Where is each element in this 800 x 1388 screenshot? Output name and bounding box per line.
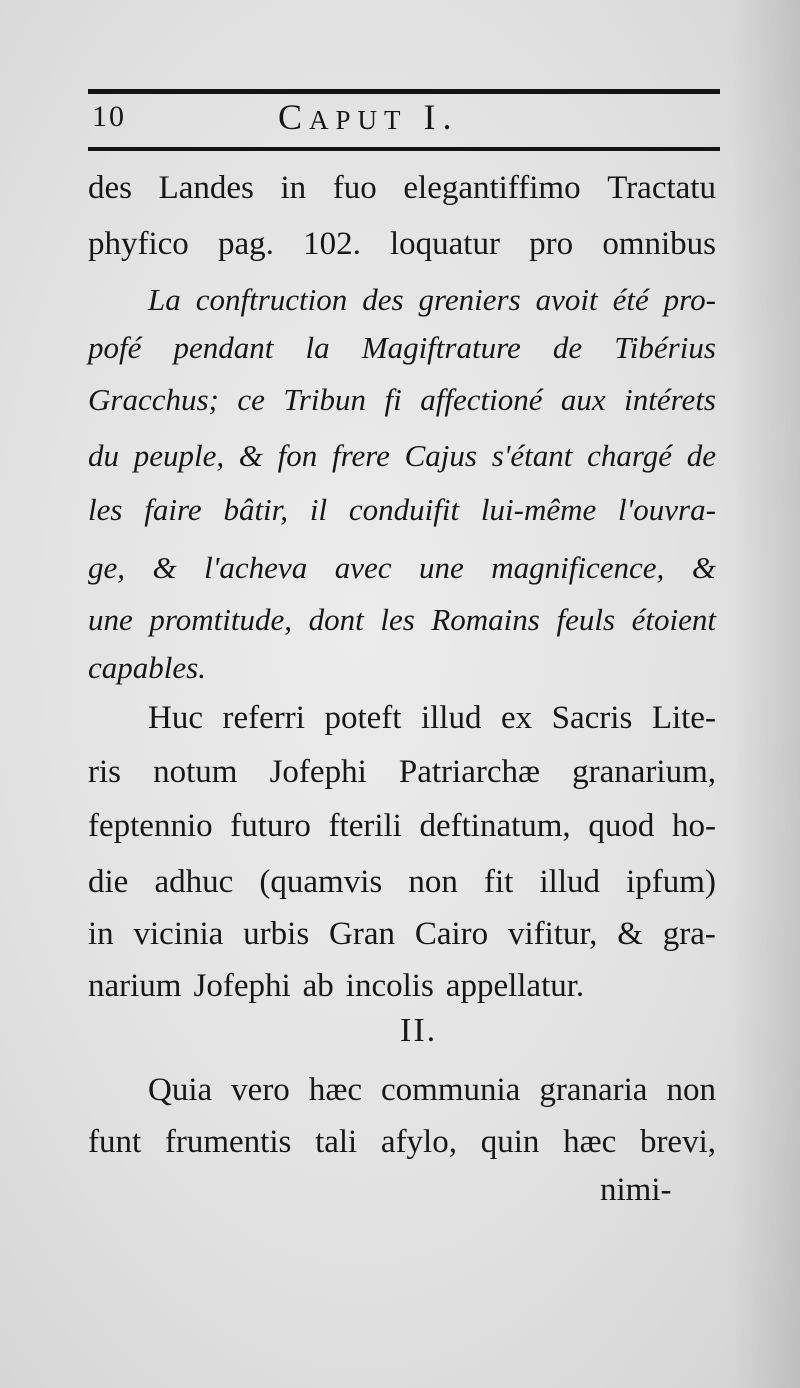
word: bâtir, <box>223 492 289 527</box>
word: communia <box>381 1072 521 1108</box>
word: Sacris <box>551 700 633 736</box>
word: il <box>309 492 328 527</box>
quote-line <box>88 640 716 696</box>
word: quod <box>588 808 655 844</box>
word: poteft <box>324 700 402 736</box>
word: frumentis <box>164 1124 292 1160</box>
word: brevi, <box>639 1124 716 1160</box>
word: gra- <box>662 916 716 952</box>
word: des <box>362 282 404 317</box>
word: granarium, <box>572 754 716 790</box>
word: & <box>691 550 716 585</box>
word: (quamvis <box>259 864 383 900</box>
word: hæc <box>308 1072 362 1108</box>
word: la <box>305 330 330 365</box>
text-line <box>88 1114 716 1170</box>
word: les <box>88 492 123 527</box>
word: loquatur <box>389 226 500 262</box>
quote-line <box>88 428 716 484</box>
text-line <box>88 906 716 962</box>
word: granaria <box>539 1072 648 1108</box>
word: magnificence, <box>491 550 665 585</box>
word: non <box>666 1072 716 1108</box>
text-line <box>88 958 716 1014</box>
word: faire <box>144 492 202 527</box>
section-number: II. <box>400 1012 438 1049</box>
word: du <box>88 438 119 473</box>
word: Quia <box>148 1072 213 1108</box>
word: lui-même <box>480 492 597 527</box>
word: deftinatum, <box>419 808 571 844</box>
word: Patriarchæ <box>398 754 540 790</box>
word: omnibus <box>602 226 716 262</box>
word: funt <box>88 1124 142 1160</box>
word: ce <box>237 382 265 417</box>
word: pofé <box>88 330 142 365</box>
word: peuple, <box>133 438 225 473</box>
word: Gracchus; <box>88 382 219 417</box>
word: Landes <box>158 170 254 206</box>
word: dont <box>308 602 364 637</box>
word: s'étant <box>491 438 573 473</box>
word: notum <box>153 754 238 790</box>
word: narium <box>88 968 182 1004</box>
word: fuo <box>332 170 377 206</box>
running-head-initial: C <box>278 97 310 137</box>
word: fterili <box>328 808 402 844</box>
text-line <box>88 216 716 272</box>
word: urbis <box>243 916 310 952</box>
text-line <box>88 854 716 910</box>
word: une <box>419 550 464 585</box>
word: non <box>408 864 458 900</box>
word: ho- <box>671 808 716 844</box>
quote-line <box>88 482 716 538</box>
word: avec <box>334 550 392 585</box>
running-head <box>278 96 459 138</box>
word: phyfico <box>88 226 189 262</box>
word: avoit <box>535 282 598 317</box>
word: fi <box>384 382 402 417</box>
quote-line <box>88 540 716 596</box>
word: futuro <box>230 808 311 844</box>
word: quin <box>480 1124 540 1160</box>
word: fit <box>484 864 514 900</box>
word: & <box>152 550 177 585</box>
catchword: nimi- <box>600 1172 672 1208</box>
quote-line <box>88 372 716 428</box>
word: de <box>552 330 583 365</box>
word: promtitude, <box>149 602 293 637</box>
word: été <box>612 282 649 317</box>
word: pag. <box>217 226 274 262</box>
word: Jofephi <box>269 754 367 790</box>
word: ris <box>88 754 121 790</box>
word: feuls <box>556 602 616 637</box>
running-head-rest: APUT <box>309 105 408 135</box>
word: une <box>88 602 133 637</box>
word: intérets <box>624 382 716 417</box>
word: de <box>686 438 716 473</box>
running-head-numeral: I. <box>423 97 459 137</box>
word: 102. <box>303 226 361 262</box>
word: in <box>280 170 307 206</box>
word: conduifit <box>348 492 460 527</box>
word: adhuc <box>154 864 234 900</box>
header-rule-top <box>88 89 720 94</box>
word: pro- <box>663 282 716 317</box>
text-line <box>88 744 716 800</box>
text-line <box>148 690 716 746</box>
word: La <box>148 282 181 317</box>
word: frere <box>331 438 390 473</box>
text-line <box>88 798 716 854</box>
word: les <box>380 602 415 637</box>
word: Tractatu <box>607 170 716 206</box>
word: appellatur. <box>445 968 585 1004</box>
word: vero <box>231 1072 290 1108</box>
word: l'acheva <box>204 550 308 585</box>
word: pro <box>529 226 574 262</box>
header-rule-bottom <box>88 147 720 151</box>
word: & <box>617 916 643 952</box>
word: afylo, <box>380 1124 457 1160</box>
word: Cairo <box>414 916 489 952</box>
text-line <box>88 160 716 216</box>
word: conftruction <box>195 282 348 317</box>
word: illud <box>539 864 600 900</box>
word: in <box>88 916 114 952</box>
word: tali <box>315 1124 358 1160</box>
word: étoient <box>631 602 716 637</box>
word: Magiftrature <box>361 330 521 365</box>
word: elegantiffimo <box>403 170 581 206</box>
word: Romains <box>431 602 540 637</box>
word: fon <box>277 438 318 473</box>
word: chargé <box>587 438 673 473</box>
word: greniers <box>418 282 521 317</box>
page-edge-shadow <box>730 0 800 1388</box>
word: pendant <box>173 330 274 365</box>
word: ipfum) <box>626 864 716 900</box>
word: Cajus <box>404 438 477 473</box>
word: aux <box>560 382 606 417</box>
word: Tribun <box>283 382 367 417</box>
word: ge, <box>88 550 126 585</box>
quote-line <box>88 320 716 376</box>
word: des <box>88 170 132 206</box>
word: illud <box>420 700 482 736</box>
word: hæc <box>563 1124 617 1160</box>
word: affectioné <box>420 382 543 417</box>
word: referri <box>222 700 305 736</box>
word: & <box>238 438 263 473</box>
word: ab <box>302 968 334 1004</box>
word: l'ouvra- <box>618 492 716 527</box>
word: vicinia <box>133 916 224 952</box>
word: ex <box>500 700 533 736</box>
page-number: 10 <box>92 100 126 133</box>
text-line <box>148 1062 716 1118</box>
word: die <box>88 864 129 900</box>
word: feptennio <box>88 808 213 844</box>
word: capables. <box>88 650 206 685</box>
word: Huc <box>148 700 203 736</box>
word: Gran <box>329 916 395 952</box>
word: incolis <box>345 968 434 1004</box>
word: Tibérius <box>614 330 716 365</box>
word: vifitur, <box>508 916 598 952</box>
word: Jofephi <box>193 968 291 1004</box>
word: Lite- <box>651 700 716 736</box>
